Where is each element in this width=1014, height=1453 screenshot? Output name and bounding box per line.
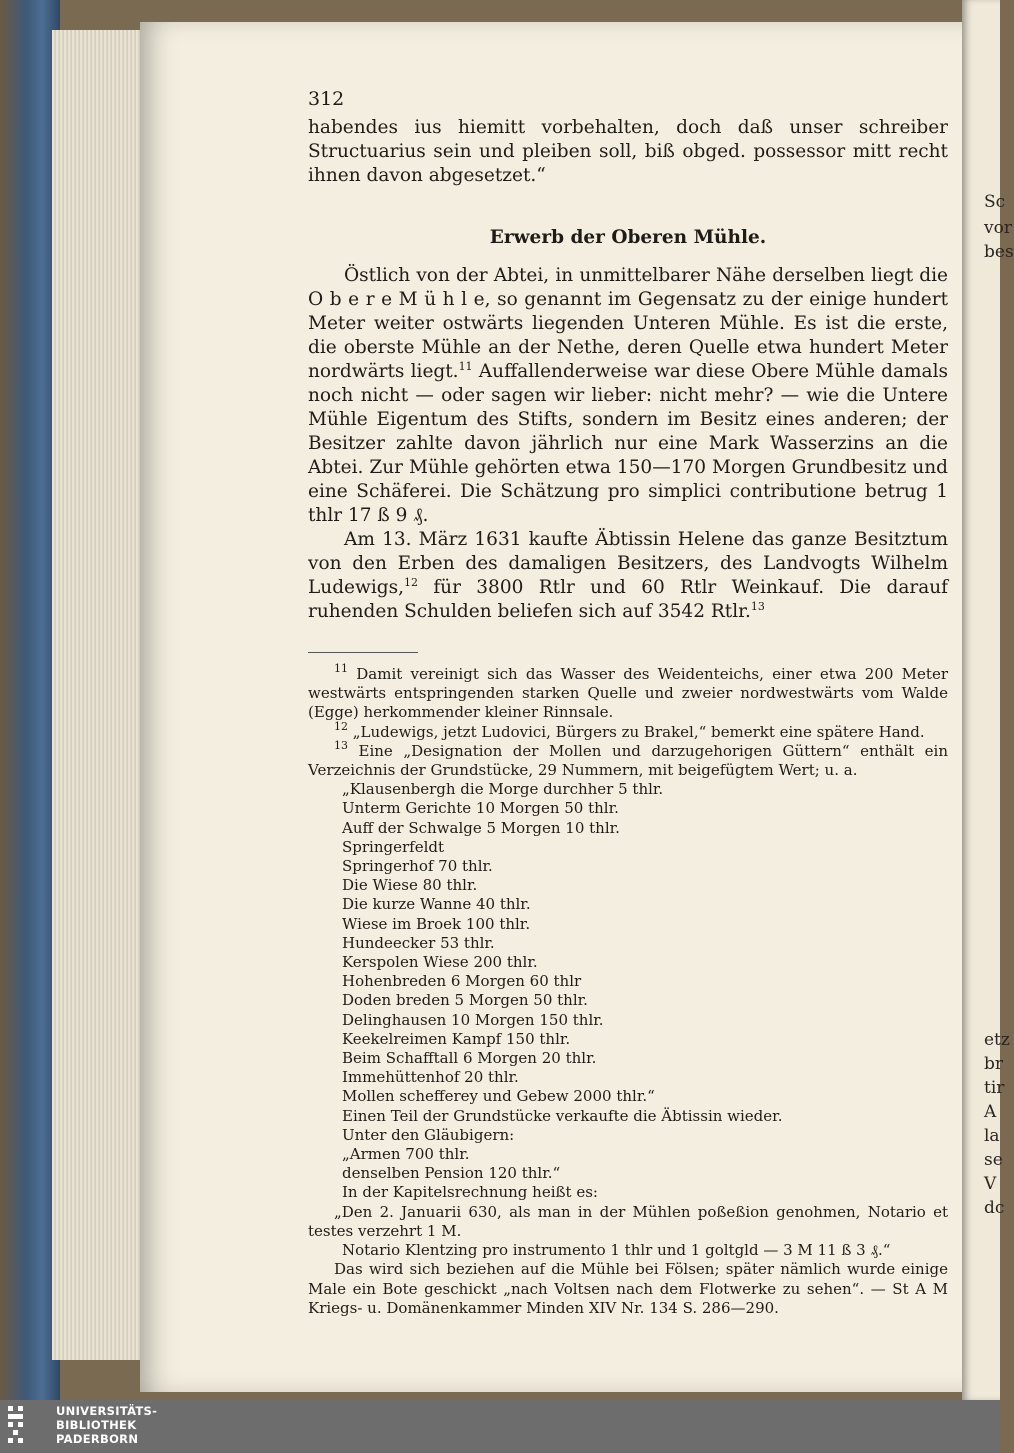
list-item: Die kurze Wanne 40 thlr. <box>342 895 531 914</box>
adjacent-page-fragment: etz <box>984 1030 1010 1050</box>
list-item: Hundeecker 53 thlr. <box>342 933 495 952</box>
adjacent-page-fragment: la <box>984 1126 1000 1146</box>
paragraph-1-text-a: Östlich von der Abtei, in unmittelbarer Nähe derselben liegt die O b e r e M ü h l e, so genannt im Gegensatz zu der einige hundert Meter weiter ostwärts liegenden Unteren Mühle. Es ist die erste, die oberste Mühle an der Nethe, deren Quelle etwa hundert Meter nordwärts liegt. <box>308 265 948 382</box>
footnote-mark: 11 <box>334 662 348 675</box>
list-item: „Armen 700 thlr. <box>342 1145 470 1164</box>
page-content <box>308 88 948 1318</box>
list-item: Doden breden 5 Morgen 50 thlr. <box>342 991 588 1010</box>
list-item: Beim Schafftall 6 Morgen 20 thlr. <box>342 1049 597 1068</box>
list-item: Kerspolen Wiese 200 thlr. <box>342 953 538 972</box>
list-item: Hohenbreden 6 Morgen 60 thlr <box>342 972 582 991</box>
adjacent-page-fragment: dc <box>984 1198 1005 1218</box>
footnote-text: Damit vereinigt sich das Wasser des Weidenteichs, einer etwa 200 Meter westwärts entspringenden starken Quelle und zweier nordwestwärts vom Walde (Egge) herkommender kleiner Rinnsale. <box>308 665 948 722</box>
paragraph-2-text-b: für 3800 Rtlr und 60 Rtlr Weinkauf. Die darauf ruhenden Schulden beliefen sich auf 3542 Rtlr. <box>308 577 948 622</box>
list-item: „Klausenbergh die Morge durchher 5 thlr. <box>342 780 664 799</box>
list-item: Springerhof 70 thlr. <box>342 857 493 876</box>
body-text <box>308 116 948 624</box>
adjacent-page-fragment: Sc <box>984 192 1006 212</box>
library-logo-icon <box>8 1406 44 1448</box>
book-spine-edge <box>0 0 60 1400</box>
list-item: In der Kapitelsrechnung heißt es: <box>342 1183 598 1202</box>
library-footer-bar <box>0 1400 1000 1453</box>
list-item: Mollen schefferey und Gebew 2000 thlr.“ <box>342 1087 655 1106</box>
adjacent-page-strip <box>962 0 1014 1400</box>
section-heading: Erwerb der Oberen Mühle. <box>489 227 767 248</box>
list-item: Auff der Schwalge 5 Morgen 10 thlr. <box>342 818 620 837</box>
adjacent-page-fragment: tir <box>984 1078 1005 1098</box>
library-name-line-1: UNIVERSITÄTS- <box>56 1404 158 1418</box>
list-item: Die Wiese 80 thlr. <box>342 876 478 895</box>
footnotes <box>308 662 948 1318</box>
library-name-line-3: PADERBORN <box>56 1432 139 1446</box>
adjacent-page-fragment: br <box>984 1054 1004 1074</box>
page-number: 312 <box>308 88 345 110</box>
ledger-entry-1: „Den 2. Januarii 630, als man in der Mühlen poßeßion genohmen, Notario et testes verzehrt 1 M. <box>308 1202 948 1240</box>
footnote-text: Eine „Designation der Mollen und darzugehorigen Güttern“ enthält ein Verzeichnis der Grundstücke, 29 Nummern, mit beigefügtem Wert; u. a. <box>308 741 948 780</box>
footnote-ref-12: 12 <box>403 576 418 589</box>
adjacent-page-fragment: se <box>984 1150 1003 1170</box>
footnote-ref-11: 11 <box>458 360 473 373</box>
library-name <box>56 1404 157 1446</box>
footnote-11 <box>308 662 948 723</box>
library-name-line-2: BIBLIOTHEK <box>56 1418 137 1432</box>
footnote-12 <box>308 719 948 742</box>
footnote-mark: 12 <box>334 719 348 733</box>
adjacent-page-fragment: A <box>984 1102 997 1122</box>
list-item: Unter den Gläubigern: <box>342 1125 515 1144</box>
list-item: Immehüttenhof 20 thlr. <box>342 1068 519 1087</box>
paragraph-2-text-a: Am 13. März 1631 kaufte Äbtissin Helene das ganze Besitztum von den Erben des damaligen Besitzers, des Landvogts Wilhelm Ludewigs, <box>308 529 948 598</box>
list-item: Wiese im Broek 100 thlr. <box>342 914 531 933</box>
footnote-ref-13: 13 <box>750 600 765 613</box>
footnote-text: „Ludewigs, jetzt Ludovici, Bürgers zu Brakel,“ bemerkt eine spätere Hand. <box>348 722 925 741</box>
paragraph-1 <box>308 264 948 528</box>
continued-paragraph: habendes ius hiemitt vorbehalten, doch daß unser schreiber Structuarius sein und pleiben soll, biß obged. possessor mitt recht ihnen davon abgesetzet.“ <box>308 117 948 186</box>
footnote-divider <box>308 652 418 653</box>
list-item: Unterm Gerichte 10 Morgen 50 thlr. <box>342 799 619 818</box>
paragraph-1-text-b: Auffallenderweise war diese Obere Mühle damals noch nicht — oder sagen wir lieber: nicht mehr? — wie die Untere Mühle Eigentum des Stifts, sondern im Besitz eines anderen; der Besitzer zahlte davon jährlich nur eine Mark Wasserzins an die Abtei. Zur Mühle gehörten etwa 150—170 Morgen Grundbesitz und eine Schäferei. Die Schätzung pro simplici contributione betrug 1 thlr 17 ß 9 ₰. <box>308 361 948 526</box>
list-item: Springerfeldt <box>342 837 445 856</box>
adjacent-page-fragment: V <box>984 1174 997 1194</box>
paragraph-2 <box>308 528 948 624</box>
list-item: Keekelreimen Kampf 150 thlr. <box>342 1029 571 1048</box>
adjacent-page-fragment: bes <box>984 242 1014 262</box>
list-item: denselben Pension 120 thlr.“ <box>342 1164 561 1183</box>
closing-note: Das wird sich beziehen auf die Mühle bei Fölsen; später nämlich wurde einige Male ein Bote geschickt „nach Voltsen nach dem Flotwerke zu sehen“. — St A M Kriegs- u. Domänenkammer Minden XIV Nr. 134 S. 286—290. <box>308 1260 948 1317</box>
footnote-mark: 13 <box>334 738 348 752</box>
list-item: Delinghausen 10 Morgen 150 thlr. <box>342 1010 604 1029</box>
ledger-entry-2: Notario Klentzing pro instrumento 1 thlr und 1 goltgld — 3 M 11 ß 3 ₰.“ <box>342 1241 891 1260</box>
footnote-13 <box>308 738 948 780</box>
list-item: Einen Teil der Grundstücke verkaufte die Äbtissin wieder. <box>342 1106 783 1125</box>
adjacent-page-fragment: vor <box>984 218 1012 238</box>
